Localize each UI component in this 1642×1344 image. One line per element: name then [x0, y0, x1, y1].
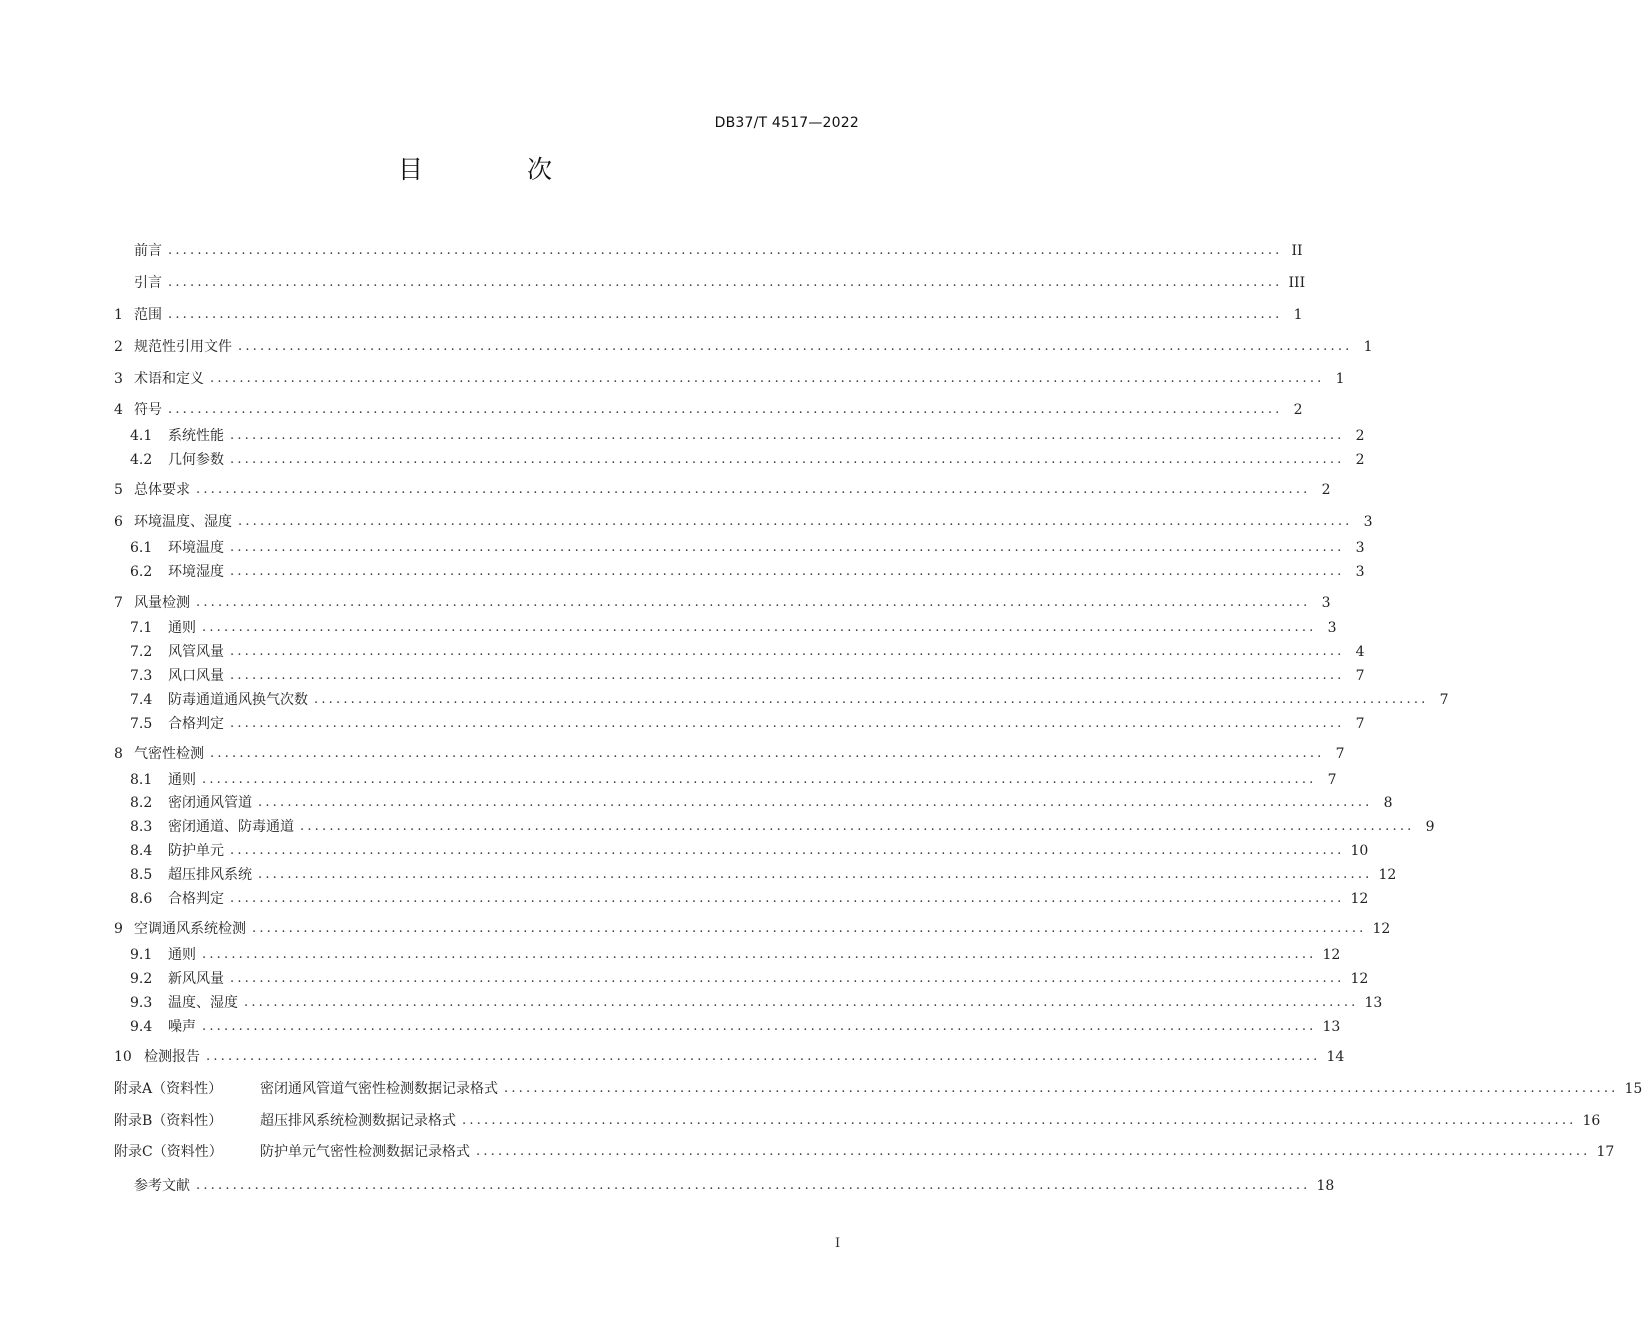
toc-entry[interactable] [114, 1046, 1345, 1068]
toc-entry-number: 8.1 [130, 772, 153, 788]
toc-entry-page: 1 [1363, 339, 1373, 355]
toc-entry[interactable] [114, 743, 1345, 765]
toc-entry-page: 12 [1378, 867, 1397, 883]
toc-entry-number: 7.3 [130, 668, 153, 684]
toc-entry-number: 7.4 [130, 692, 153, 708]
toc-leader-dots: ........................................................................................................................................................ [168, 307, 1283, 322]
toc-subentry[interactable] [130, 968, 1369, 990]
toc-entry-title: 检测报告 [144, 1049, 200, 1065]
toc-entry-title: 环境湿度 [168, 564, 224, 580]
toc-leader-dots: ........................................................................................................................................................ [238, 514, 1353, 529]
toc-subentry[interactable] [130, 449, 1365, 471]
toc-entry-number: 8.4 [130, 843, 153, 859]
toc-entry[interactable] [114, 304, 1303, 326]
toc-leader-dots: ........................................................................................................................................................ [230, 891, 1345, 906]
toc-entry-page: 3 [1363, 514, 1373, 530]
toc-entry-page: 10 [1350, 843, 1369, 859]
toc-entry-number: 6.1 [130, 540, 153, 556]
toc-subentry[interactable] [130, 888, 1369, 910]
toc-subentry[interactable] [130, 537, 1365, 559]
toc-entry-number: 7 [114, 595, 123, 611]
toc-entry-number: 8.3 [130, 819, 153, 835]
toc-entry-title: 通则 [168, 947, 196, 963]
toc-entry-number: 7.2 [130, 644, 153, 660]
toc-subentry[interactable] [130, 1016, 1341, 1038]
toc-entry-page: 18 [1316, 1178, 1335, 1194]
toc-entry-title: 环境温度 [168, 540, 224, 556]
toc-entry-number: 8.2 [130, 795, 153, 811]
toc-entry-title: 通则 [168, 772, 196, 788]
toc-subentry[interactable] [130, 641, 1365, 663]
toc-entry[interactable] [114, 511, 1373, 533]
toc-leader-dots: ........................................................................................................................................................ [230, 843, 1345, 858]
toc-leader-dots: ........................................................................................................................................................ [196, 482, 1311, 497]
toc-entry-page: 8 [1383, 795, 1393, 811]
toc-entry-title: 范围 [134, 307, 162, 323]
toc-entry-number: 4.2 [130, 452, 153, 468]
toc-entry-title: 风管风量 [168, 644, 224, 660]
toc-entry-number: 6 [114, 514, 123, 530]
toc-subentry[interactable] [130, 864, 1397, 886]
toc-leader-dots: ........................................................................................................................................................ [252, 921, 1367, 936]
toc-entry-page: 1 [1293, 307, 1303, 323]
toc-leader-dots: ........................................................................................................................................................ [300, 819, 1415, 834]
toc-entry-page: 12 [1372, 921, 1391, 937]
toc-entry-page: 7 [1439, 692, 1449, 708]
toc-entry-number: 3 [114, 371, 123, 387]
toc-entry-page: 7 [1355, 668, 1365, 684]
toc-subentry[interactable] [130, 792, 1393, 814]
toc-entry-page: 7 [1327, 772, 1337, 788]
toc-subentry[interactable] [130, 689, 1449, 711]
toc-entry[interactable] [114, 918, 1391, 940]
toc-entry-page: II [1291, 243, 1303, 259]
toc-leader-dots: ........................................................................................................................................................ [202, 947, 1317, 962]
toc-entry-number: 9.4 [130, 1019, 153, 1035]
toc-entry[interactable] [114, 368, 1345, 390]
toc-entry-title: 防毒通道通风换气次数 [168, 692, 308, 708]
page-number: I [835, 1236, 841, 1251]
toc-leader-dots: ........................................................................................................................................................ [230, 716, 1345, 731]
toc-subentry[interactable] [130, 769, 1337, 791]
toc-appendix-entry[interactable] [114, 1078, 1642, 1100]
toc-entry-number: 8 [114, 746, 123, 762]
toc-entry-page: 13 [1364, 995, 1383, 1011]
toc-entry-number: 附录C（资料性） [114, 1144, 223, 1160]
toc-entry-title: 温度、湿度 [168, 995, 238, 1011]
toc-entry-title: 密闭通风管道气密性检测数据记录格式 [260, 1081, 498, 1097]
toc-leader-dots: ........................................................................................................................................................ [168, 275, 1283, 290]
toc-entry[interactable] [114, 479, 1331, 501]
toc-entry-title: 符号 [134, 402, 162, 418]
toc-entry-title: 超压排风系统检测数据记录格式 [260, 1113, 456, 1129]
standard-code: DB37/T 4517—2022 [714, 115, 859, 131]
toc-entry-number: 附录A（资料性） [114, 1081, 223, 1097]
toc-entry-page: 12 [1350, 891, 1369, 907]
toc-entry-number: 7.1 [130, 620, 153, 636]
toc-entry-title: 规范性引用文件 [134, 339, 232, 355]
toc-entry-number: 10 [114, 1049, 132, 1065]
toc-entry-page: 15 [1624, 1081, 1642, 1097]
toc-subentry[interactable] [130, 425, 1365, 447]
toc-leader-dots: ........................................................................................................................................................ [258, 867, 1373, 882]
toc-entry-title: 气密性检测 [134, 746, 204, 762]
toc-entry-title: 环境温度、湿度 [134, 514, 232, 530]
toc-leader-dots: ........................................................................................................................................................ [230, 540, 1345, 555]
toc-leader-dots: ........................................................................................................................................................ [202, 620, 1317, 635]
toc-leader-dots: ........................................................................................................................................................ [230, 564, 1345, 579]
toc-leader-dots: ........................................................................................................................................................ [230, 428, 1345, 443]
toc-appendix-entry[interactable] [114, 1141, 1615, 1163]
toc-entry-page: 13 [1322, 1019, 1341, 1035]
toc-entry-title: 密闭通道、防毒通道 [168, 819, 294, 835]
toc-subentry[interactable] [130, 944, 1341, 966]
toc-entry-number: 4.1 [130, 428, 153, 444]
toc-entry-number: 9.2 [130, 971, 153, 987]
toc-subentry[interactable] [130, 816, 1435, 838]
toc-entry[interactable] [114, 1175, 1335, 1197]
toc-leader-dots: ........................................................................................................................................................ [206, 1049, 1321, 1064]
toc-entry[interactable] [114, 399, 1303, 421]
toc-leader-dots: ........................................................................................................................................................ [314, 692, 1429, 707]
toc-leader-dots: ........................................................................................................................................................ [230, 644, 1345, 659]
toc-entry-title: 超压排风系统 [168, 867, 252, 883]
toc-leader-dots: ........................................................................................................................................................ [168, 243, 1283, 258]
toc-entry-page: 16 [1582, 1113, 1601, 1129]
toc-entry-title: 引言 [134, 275, 162, 291]
toc-entry[interactable] [114, 240, 1303, 262]
toc-leader-dots: ........................................................................................................................................................ [196, 1178, 1311, 1193]
toc-entry-page: III [1288, 275, 1306, 291]
toc-entry-title: 术语和定义 [134, 371, 204, 387]
toc-leader-dots: ........................................................................................................................................................ [202, 1019, 1317, 1034]
toc-entry-page: 9 [1425, 819, 1435, 835]
toc-entry-number: 5 [114, 482, 123, 498]
toc-entry-title: 系统性能 [168, 428, 224, 444]
toc-entry-title: 通则 [168, 620, 196, 636]
toc-entry-page: 2 [1321, 482, 1331, 498]
toc-entry-page: 12 [1322, 947, 1341, 963]
toc-leader-dots: ........................................................................................................................................................ [238, 339, 1353, 354]
toc-leader-dots: ........................................................................................................................................................ [244, 995, 1359, 1010]
toc-entry-number: 6.2 [130, 564, 153, 580]
toc-subentry[interactable] [130, 561, 1365, 583]
toc-entry[interactable] [114, 272, 1306, 294]
toc-entry-title: 合格判定 [168, 716, 224, 732]
toc-leader-dots: ........................................................................................................................................................ [258, 795, 1373, 810]
toc-subentry[interactable] [130, 617, 1337, 639]
toc-subentry[interactable] [130, 840, 1369, 862]
toc-entry-title: 合格判定 [168, 891, 224, 907]
toc-entry-title: 前言 [134, 243, 162, 259]
toc-leader-dots: ........................................................................................................................................................ [462, 1113, 1577, 1128]
toc-entry-page: 3 [1321, 595, 1331, 611]
toc-entry-number: 8.6 [130, 891, 153, 907]
toc-leader-dots: ........................................................................................................................................................ [210, 746, 1325, 761]
toc-entry-page: 7 [1335, 746, 1345, 762]
toc-entry-title: 几何参数 [168, 452, 224, 468]
toc-entry-page: 17 [1596, 1144, 1615, 1160]
toc-entry-title: 防护单元气密性检测数据记录格式 [260, 1144, 470, 1160]
toc-entry-number: 1 [114, 307, 123, 323]
toc-entry-title: 参考文献 [134, 1178, 190, 1194]
toc-leader-dots: ........................................................................................................................................................ [196, 595, 1311, 610]
toc-entry-title: 总体要求 [134, 482, 190, 498]
toc-leader-dots: ........................................................................................................................................................ [210, 371, 1325, 386]
toc-entry-page: 2 [1293, 402, 1303, 418]
toc-entry-title: 风量检测 [134, 595, 190, 611]
toc-leader-dots: ........................................................................................................................................................ [230, 668, 1345, 683]
page-title: 目 次 [398, 155, 600, 184]
toc-entry-title: 空调通风系统检测 [134, 921, 246, 937]
toc-entry-page: 3 [1355, 540, 1365, 556]
toc-entry-page: 4 [1355, 644, 1365, 660]
toc-entry-number: 8.5 [130, 867, 153, 883]
toc-entry-number: 9.1 [130, 947, 153, 963]
toc-entry-page: 2 [1355, 452, 1365, 468]
toc-entry-page: 7 [1355, 716, 1365, 732]
toc-entry-title: 噪声 [168, 1019, 196, 1035]
toc-entry-number: 7.5 [130, 716, 153, 732]
toc-entry[interactable] [114, 592, 1331, 614]
toc-entry-page: 3 [1327, 620, 1337, 636]
toc-leader-dots: ........................................................................................................................................................ [230, 452, 1345, 467]
toc-entry-title: 防护单元 [168, 843, 224, 859]
toc-subentry[interactable] [130, 992, 1383, 1014]
toc-entry-page: 3 [1355, 564, 1365, 580]
toc-leader-dots: ........................................................................................................................................................ [504, 1081, 1619, 1096]
toc-entry-number: 9.3 [130, 995, 153, 1011]
toc-entry-title: 新风风量 [168, 971, 224, 987]
toc-entry-page: 12 [1350, 971, 1369, 987]
toc-entry-page: 2 [1355, 428, 1365, 444]
toc-subentry[interactable] [130, 713, 1365, 735]
toc-entry-page: 1 [1335, 371, 1345, 387]
toc-leader-dots: ........................................................................................................................................................ [476, 1144, 1591, 1159]
toc-appendix-entry[interactable] [114, 1110, 1601, 1132]
toc-entry-number: 9 [114, 921, 123, 937]
toc-leader-dots: ........................................................................................................................................................ [230, 971, 1345, 986]
toc-entry-number: 4 [114, 402, 123, 418]
toc-entry-number: 2 [114, 339, 123, 355]
toc-entry-page: 14 [1326, 1049, 1345, 1065]
toc-entry-title: 密闭通风管道 [168, 795, 252, 811]
toc-leader-dots: ........................................................................................................................................................ [168, 402, 1283, 417]
toc-entry[interactable] [114, 336, 1373, 358]
toc-entry-title: 风口风量 [168, 668, 224, 684]
toc-subentry[interactable] [130, 665, 1365, 687]
toc-leader-dots: ........................................................................................................................................................ [202, 772, 1317, 787]
toc-entry-number: 附录B（资料性） [114, 1113, 223, 1129]
